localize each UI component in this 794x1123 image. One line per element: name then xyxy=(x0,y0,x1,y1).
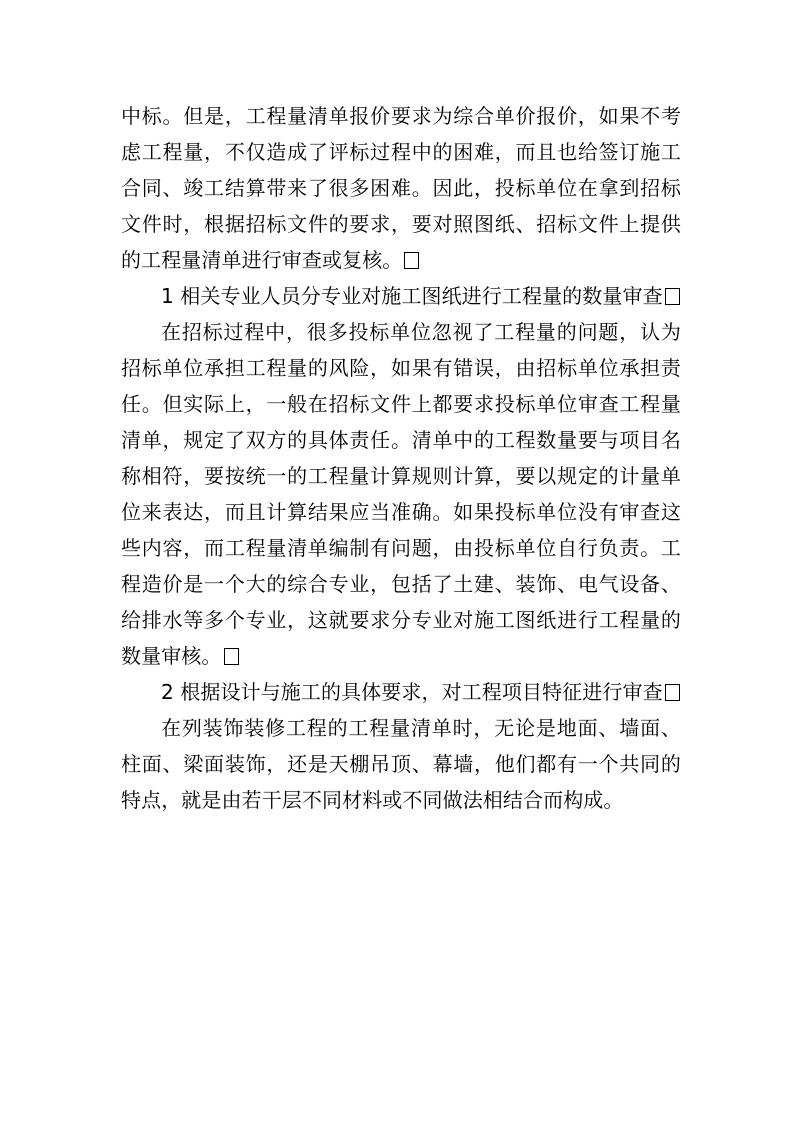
missing-glyph-box-icon xyxy=(665,288,680,305)
document-body xyxy=(121,98,681,818)
missing-glyph-box-icon xyxy=(665,684,680,701)
heading-text: 1 相关专业人员分专业对施工图纸进行工程量的数量审查 xyxy=(161,284,663,308)
paragraph-text: 在列装饰装修工程的工程量清单时，无论是地面、墙面、柱面、梁面装饰，还是天棚吊顶、幕墙，他们都有一个共同的特点，就是由若干层不同材料或不同做法相结合而构成。 xyxy=(121,716,681,812)
missing-glyph-box-icon xyxy=(404,252,419,269)
heading-feature-review xyxy=(121,674,681,710)
heading-text: 2 根据设计与施工的具体要求，对工程项目特征进行审查 xyxy=(161,680,663,704)
paragraph-tendering-intro xyxy=(121,98,681,278)
paragraph-quantity-review xyxy=(121,314,681,674)
missing-glyph-box-icon xyxy=(224,648,239,665)
heading-quantity-review xyxy=(121,278,681,314)
paragraph-decoration-works xyxy=(121,710,681,818)
paragraph-text: 在招标过程中，很多投标单位忽视了工程量的问题，认为招标单位承担工程量的风险，如果有错误，由招标单位承担责任。但实际上，一般在招标文件上都要求投标单位审查工程量清单，规定了双方的具体责任。清单中的工程数量要与项目名称相符，要按统一的工程量计算规则计算，要以规定的计量单位来表达，而且计算结果应当准确。如果投标单位没有审查这些内容，而工程量清单编制有问题，由投标单位自行负责。工程造价是一个大的综合专业，包括了土建、装饰、电气设备、给排水等多个专业，这就要求分专业对施工图纸进行工程量的数量审核。 xyxy=(121,320,681,668)
paragraph-text: 中标。但是，工程量清单报价要求为综合单价报价，如果不考虑工程量，不仅造成了评标过程中的困难，而且也给签订施工合同、竣工结算带来了很多困难。因此，投标单位在拿到招标文件时，根据招标文件的要求，要对照图纸、招标文件上提供的工程量清单进行审查或复核。 xyxy=(121,104,681,272)
